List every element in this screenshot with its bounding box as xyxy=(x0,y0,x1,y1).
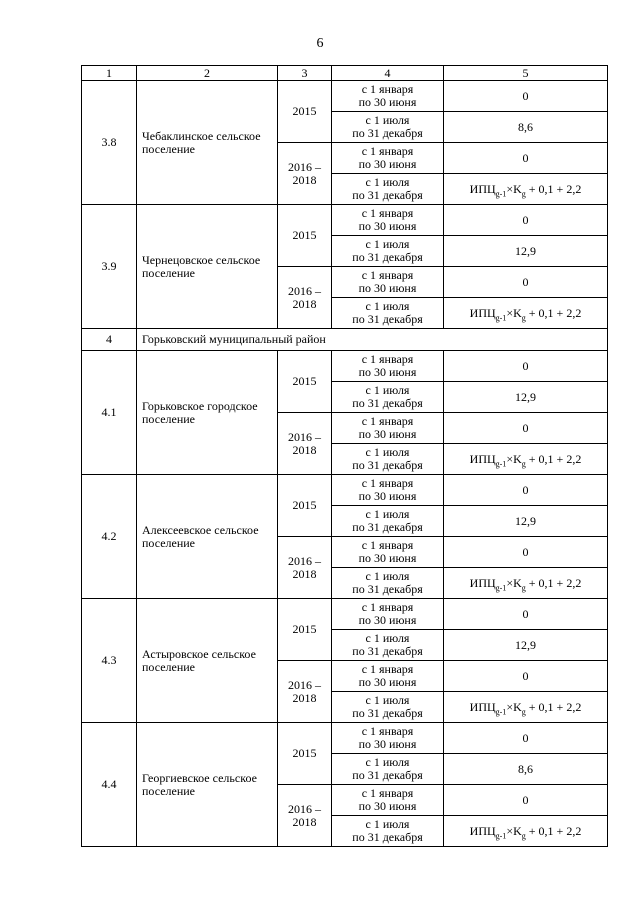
period-cell xyxy=(332,444,444,475)
period-cell xyxy=(332,754,444,785)
period-line: по 30 июня xyxy=(358,157,417,171)
period-line: с 1 июля xyxy=(365,693,410,707)
value-cell: 0 xyxy=(444,599,608,630)
period-cell xyxy=(332,143,444,174)
period-cell xyxy=(332,174,444,205)
year-line: 2016 – xyxy=(288,677,321,692)
header-row xyxy=(82,66,608,81)
period-line: по 31 декабря xyxy=(352,582,423,596)
year-line: 2018 xyxy=(292,172,317,187)
period-cell xyxy=(332,475,444,506)
period-line: с 1 января xyxy=(361,414,414,428)
table-row xyxy=(82,475,608,506)
value-cell xyxy=(444,692,608,723)
value-cell: 12,9 xyxy=(444,382,608,413)
period-line: с 1 июля xyxy=(365,383,410,397)
formula-suffix: + 0,1 + 2,2 xyxy=(525,823,582,838)
period-line: по 30 июня xyxy=(358,219,417,233)
formula-sub2: g xyxy=(521,830,526,840)
period-line: с 1 января xyxy=(361,600,414,614)
formula-sub1: g-1 xyxy=(495,830,507,840)
period-line: с 1 января xyxy=(361,82,414,96)
value-cell xyxy=(444,174,608,205)
period-cell xyxy=(332,568,444,599)
value-cell: 0 xyxy=(444,351,608,382)
period-line: с 1 июля xyxy=(365,755,410,769)
period-cell xyxy=(332,599,444,630)
period-cell xyxy=(332,298,444,329)
period-line: с 1 июля xyxy=(365,113,410,127)
period-cell xyxy=(332,785,444,816)
value-cell xyxy=(444,298,608,329)
year-cell xyxy=(278,143,332,205)
page-number: 6 xyxy=(316,36,324,51)
period-line: по 31 декабря xyxy=(352,706,423,720)
period-line: по 30 июня xyxy=(358,737,417,751)
district-row xyxy=(82,329,608,351)
year-line: 2016 – xyxy=(288,283,321,298)
period-cell xyxy=(332,351,444,382)
formula-sub1: g-1 xyxy=(495,188,507,198)
row-number: 4.1 xyxy=(82,351,137,475)
period-line: по 30 июня xyxy=(358,613,417,627)
year-cell xyxy=(278,537,332,599)
settlement-name xyxy=(137,599,278,723)
value-cell: 0 xyxy=(444,785,608,816)
period-line: по 31 декабря xyxy=(352,520,423,534)
period-cell xyxy=(332,267,444,298)
value-cell: 0 xyxy=(444,205,608,236)
period-line: по 31 декабря xyxy=(352,312,423,326)
settlement-name xyxy=(137,351,278,475)
district-number: 4 xyxy=(82,329,137,351)
settlement-name-line: поселение xyxy=(142,783,196,798)
period-line: с 1 июля xyxy=(365,817,410,831)
period-line: по 30 июня xyxy=(358,365,417,379)
table-row xyxy=(82,723,608,754)
year-line: 2018 xyxy=(292,442,317,457)
formula-mid: ×K xyxy=(506,181,522,196)
header-col-3: 3 xyxy=(278,66,332,81)
period-cell xyxy=(332,816,444,847)
formula-sub2: g xyxy=(521,188,526,198)
settlement-name-line: Алексеевское сельское xyxy=(142,522,259,537)
period-line: по 30 июня xyxy=(358,95,417,109)
period-line: по 30 июня xyxy=(358,675,417,689)
period-line: по 31 декабря xyxy=(352,250,423,264)
period-line: с 1 июля xyxy=(365,237,410,251)
settlement-name-line: поселение xyxy=(142,535,196,550)
period-cell xyxy=(332,112,444,143)
formula-prefix: ИПЦ xyxy=(469,181,496,196)
settlement-name xyxy=(137,723,278,847)
formula-prefix: ИПЦ xyxy=(469,823,496,838)
table-row xyxy=(82,205,608,236)
settlement-name xyxy=(137,205,278,329)
value-cell xyxy=(444,444,608,475)
formula-sub1: g-1 xyxy=(495,312,507,322)
value-cell: 8,6 xyxy=(444,112,608,143)
value-cell: 0 xyxy=(444,661,608,692)
value-cell: 0 xyxy=(444,267,608,298)
year-line: 2018 xyxy=(292,690,317,705)
year-line: 2016 – xyxy=(288,801,321,816)
table-row xyxy=(82,351,608,382)
tariff-table xyxy=(81,65,608,847)
period-cell xyxy=(332,537,444,568)
year-cell: 2015 xyxy=(278,81,332,143)
header-col-4: 4 xyxy=(332,66,444,81)
period-line: по 30 июня xyxy=(358,427,417,441)
settlement-name-line: поселение xyxy=(142,265,196,280)
formula-sub1: g-1 xyxy=(495,458,507,468)
year-cell xyxy=(278,661,332,723)
formula-suffix: + 0,1 + 2,2 xyxy=(525,305,582,320)
settlement-name-line: Астыровское сельское xyxy=(142,646,256,661)
formula-mid: ×K xyxy=(506,575,522,590)
row-number: 4.2 xyxy=(82,475,137,599)
period-cell xyxy=(332,236,444,267)
value-cell xyxy=(444,816,608,847)
header-col-2: 2 xyxy=(137,66,278,81)
row-number: 4.4 xyxy=(82,723,137,847)
period-line: по 31 декабря xyxy=(352,458,423,472)
period-cell xyxy=(332,723,444,754)
formula-sub2: g xyxy=(521,582,526,592)
formula-suffix: + 0,1 + 2,2 xyxy=(525,181,582,196)
settlement-name xyxy=(137,81,278,205)
district-name: Горьковский муниципальный район xyxy=(137,329,608,351)
value-cell: 0 xyxy=(444,723,608,754)
value-cell: 12,9 xyxy=(444,236,608,267)
row-number: 4.3 xyxy=(82,599,137,723)
year-line: 2016 – xyxy=(288,553,321,568)
period-line: с 1 июля xyxy=(365,631,410,645)
year-cell xyxy=(278,413,332,475)
year-cell: 2015 xyxy=(278,599,332,661)
period-cell xyxy=(332,692,444,723)
value-cell: 0 xyxy=(444,81,608,112)
year-cell: 2015 xyxy=(278,723,332,785)
period-line: по 30 июня xyxy=(358,551,417,565)
year-line: 2016 – xyxy=(288,429,321,444)
formula-sub1: g-1 xyxy=(495,582,507,592)
row-number: 3.8 xyxy=(82,81,137,205)
period-cell xyxy=(332,81,444,112)
table-row xyxy=(82,81,608,112)
period-line: по 31 декабря xyxy=(352,396,423,410)
value-cell xyxy=(444,568,608,599)
table-row xyxy=(82,599,608,630)
settlement-name-line: Горьковское городское xyxy=(142,398,258,413)
period-cell xyxy=(332,630,444,661)
settlement-name-line: Георгиевское сельское xyxy=(142,770,257,785)
settlement-name-line: поселение xyxy=(142,141,196,156)
formula-mid: ×K xyxy=(506,451,522,466)
year-cell: 2015 xyxy=(278,351,332,413)
settlement-name-line: Чернецовское сельское xyxy=(142,252,261,267)
period-line: по 31 декабря xyxy=(352,644,423,658)
formula-mid: ×K xyxy=(506,823,522,838)
formula-prefix: ИПЦ xyxy=(469,305,496,320)
period-line: с 1 июля xyxy=(365,445,410,459)
value-cell: 0 xyxy=(444,475,608,506)
period-line: по 30 июня xyxy=(358,281,417,295)
value-cell: 0 xyxy=(444,413,608,444)
formula-prefix: ИПЦ xyxy=(469,575,496,590)
period-line: по 31 декабря xyxy=(352,830,423,844)
formula-sub1: g-1 xyxy=(495,706,507,716)
period-cell xyxy=(332,661,444,692)
settlement-name-line: поселение xyxy=(142,411,196,426)
settlement-name-line: поселение xyxy=(142,659,196,674)
period-cell xyxy=(332,506,444,537)
table-body xyxy=(82,66,608,847)
formula-prefix: ИПЦ xyxy=(469,451,496,466)
period-line: с 1 января xyxy=(361,662,414,676)
formula-sub2: g xyxy=(521,458,526,468)
period-line: с 1 июля xyxy=(365,569,410,583)
settlement-name-line: Чебаклинское сельское xyxy=(142,128,261,143)
year-line: 2018 xyxy=(292,814,317,829)
period-line: с 1 января xyxy=(361,268,414,282)
year-cell: 2015 xyxy=(278,205,332,267)
header-col-5: 5 xyxy=(444,66,608,81)
formula-sub2: g xyxy=(521,312,526,322)
year-line: 2016 – xyxy=(288,159,321,174)
year-line: 2018 xyxy=(292,566,317,581)
period-line: с 1 июля xyxy=(365,299,410,313)
formula-prefix: ИПЦ xyxy=(469,699,496,714)
period-line: с 1 июля xyxy=(365,175,410,189)
formula-mid: ×K xyxy=(506,305,522,320)
period-line: с 1 января xyxy=(361,144,414,158)
year-line: 2018 xyxy=(292,296,317,311)
period-line: по 31 декабря xyxy=(352,126,423,140)
row-number: 3.9 xyxy=(82,205,137,329)
period-line: по 31 декабря xyxy=(352,768,423,782)
period-line: с 1 января xyxy=(361,476,414,490)
period-cell xyxy=(332,382,444,413)
period-line: с 1 июля xyxy=(365,507,410,521)
value-cell: 0 xyxy=(444,537,608,568)
value-cell: 12,9 xyxy=(444,506,608,537)
period-line: с 1 января xyxy=(361,724,414,738)
formula-mid: ×K xyxy=(506,699,522,714)
settlement-name xyxy=(137,475,278,599)
formula-suffix: + 0,1 + 2,2 xyxy=(525,575,582,590)
formula-suffix: + 0,1 + 2,2 xyxy=(525,699,582,714)
period-line: с 1 января xyxy=(361,206,414,220)
formula-suffix: + 0,1 + 2,2 xyxy=(525,451,582,466)
year-cell xyxy=(278,267,332,329)
year-cell xyxy=(278,785,332,847)
period-cell xyxy=(332,205,444,236)
value-cell: 0 xyxy=(444,143,608,174)
value-cell: 8,6 xyxy=(444,754,608,785)
period-line: по 31 декабря xyxy=(352,188,423,202)
period-cell xyxy=(332,413,444,444)
year-cell: 2015 xyxy=(278,475,332,537)
period-line: с 1 января xyxy=(361,352,414,366)
header-col-1: 1 xyxy=(82,66,137,81)
value-cell: 12,9 xyxy=(444,630,608,661)
period-line: с 1 января xyxy=(361,538,414,552)
period-line: по 30 июня xyxy=(358,489,417,503)
period-line: по 30 июня xyxy=(358,799,417,813)
period-line: с 1 января xyxy=(361,786,414,800)
formula-sub2: g xyxy=(521,706,526,716)
